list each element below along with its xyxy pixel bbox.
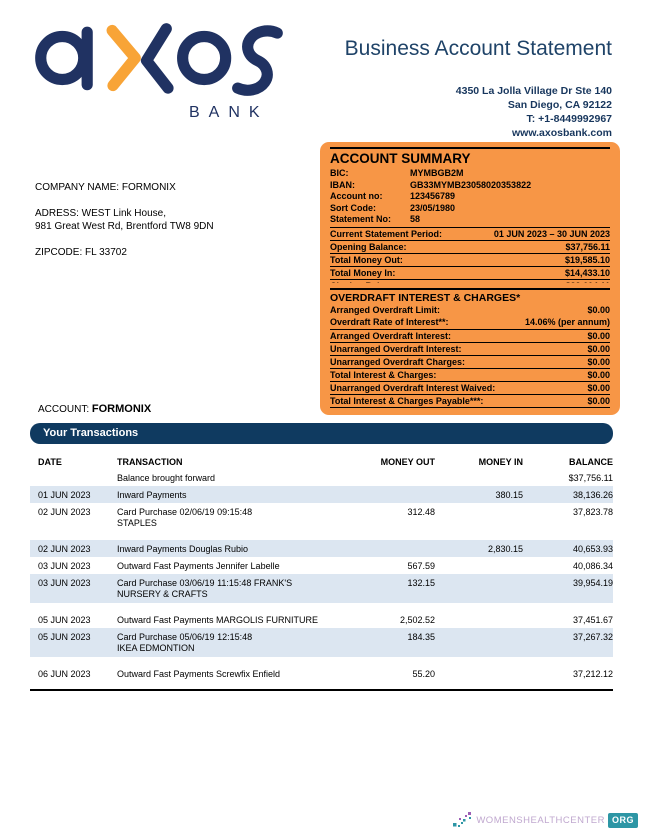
account-holder-line <box>38 403 151 415</box>
row-spacer <box>30 657 613 665</box>
overdraft-charge-row-label: Unarranged Overdraft Interest Waived: <box>330 383 496 393</box>
logo-letter-a-bowl <box>41 37 84 80</box>
logo-x-navy-chevron-icon <box>147 29 169 88</box>
summary-info-row <box>330 191 610 203</box>
table-row <box>30 486 613 503</box>
summary-balance-row-value: $14,433.10 <box>564 267 610 278</box>
description-line-1: Balance brought forward <box>117 472 216 483</box>
description-line-2: NURSERY & CRAFTS <box>117 588 208 599</box>
summary-balance-row <box>330 240 610 253</box>
cell-description <box>117 490 337 504</box>
company-name-line: COMPANY NAME: FORMONIX <box>35 182 176 193</box>
cell-description <box>117 669 337 683</box>
overdraft-info-row-label: Arranged Overdraft Limit: <box>330 305 441 315</box>
logo-letter-o <box>183 37 226 80</box>
summary-balance-row-label: Total Money In: <box>330 267 396 278</box>
cell-balance: $37,756.11 <box>568 472 613 483</box>
summary-info-row <box>330 168 610 180</box>
column-header-money-in: MONEY IN <box>478 457 523 467</box>
overdraft-title: OVERDRAFT INTEREST & CHARGES* <box>330 292 521 304</box>
description-line-1: Inward Payments <box>117 489 187 500</box>
description-line-1: Outward Fast Payments Jennifer Labelle <box>117 560 280 571</box>
description-line-2: IKEA EDMONTION <box>117 642 195 653</box>
cell-description <box>117 632 337 658</box>
company-address-line-2: 981 Great West Rd, Brentford TW8 9DN <box>35 221 214 232</box>
column-header-date: DATE <box>38 457 62 467</box>
table-row <box>30 503 613 532</box>
description-line-2: STAPLES <box>117 517 157 528</box>
cell-balance: 37,212.12 <box>572 668 613 679</box>
cell-money-out <box>337 544 435 558</box>
cell-balance: 37,451.67 <box>572 614 613 625</box>
logo-x-orange-chevron-icon <box>112 30 135 85</box>
overdraft-info-row <box>330 317 610 329</box>
description-line-1: Inward Payments Douglas Rubio <box>117 543 249 554</box>
account-label: ACCOUNT: <box>38 404 90 415</box>
summary-balance-row-label: Current Statement Period: <box>330 228 443 239</box>
cell-balance: 37,823.78 <box>572 506 613 517</box>
bank-address-line: www.axosbank.com <box>512 127 612 139</box>
watermark-org-badge: ORG <box>608 813 638 828</box>
cell-description <box>117 578 337 604</box>
overdraft-charge-row-label: Unarranged Overdraft Interest: <box>330 344 462 354</box>
account-summary-box <box>320 142 620 300</box>
transactions-section-header: Your Transactions <box>30 423 613 444</box>
overdraft-charge-row-value: $0.00 <box>587 344 610 354</box>
overdraft-charge-row <box>330 381 610 394</box>
summary-info-row-label: BIC: <box>330 168 349 178</box>
watermark-dots-icon <box>453 811 473 829</box>
overdraft-charges-box <box>320 283 620 415</box>
summary-info-row-label: Sort Code: <box>330 202 376 213</box>
cell-money-in <box>435 561 523 575</box>
cell-money-in: 380.15 <box>495 489 523 500</box>
cell-money-in <box>435 507 523 533</box>
cell-date: 01 JUN 2023 <box>38 489 91 500</box>
overdraft-charge-row-label: Total Interest & Charges: <box>330 370 437 380</box>
table-row <box>30 665 613 682</box>
cell-date: 02 JUN 2023 <box>38 543 91 554</box>
summary-info-row-value: GB33MYMB23058020353822 <box>410 179 532 190</box>
summary-balance-row <box>330 253 610 266</box>
cell-description <box>117 561 337 575</box>
summary-balance-row-label: Opening Balance: <box>330 241 407 252</box>
summary-info-row <box>330 203 610 215</box>
column-header-money-out: MONEY OUT <box>380 457 435 467</box>
cell-balance: 39,954.19 <box>572 577 613 588</box>
spacer <box>35 233 214 246</box>
axos-bank-logo <box>33 18 291 122</box>
company-address-line-1: ADRESS: WEST Link House, <box>35 208 166 219</box>
cell-money-out: 2,502.52 <box>399 614 435 625</box>
cell-balance: 37,267.32 <box>572 631 613 642</box>
overdraft-charge-rows <box>330 329 610 408</box>
cell-balance: 40,653.93 <box>572 543 613 554</box>
description-line-1: Card Purchase 03/06/19 11:15:48 FRANK'S <box>117 577 293 588</box>
overdraft-charge-row-value: $0.00 <box>587 396 610 406</box>
cell-money-out: 567.59 <box>407 560 435 571</box>
row-spacer <box>30 603 613 611</box>
company-info-block <box>35 181 214 259</box>
account-holder-name: FORMONIX <box>91 403 152 415</box>
cell-date <box>38 473 117 487</box>
summary-balance-row <box>330 266 610 279</box>
overdraft-charge-row-value: $0.00 <box>587 370 610 380</box>
table-row <box>30 574 613 603</box>
spacer <box>35 194 214 207</box>
summary-balance-row <box>330 227 610 240</box>
account-summary-title: ACCOUNT SUMMARY <box>330 151 471 166</box>
cell-money-in <box>435 669 523 683</box>
logo-letter-s <box>238 31 278 90</box>
transactions-section <box>30 423 613 691</box>
table-row <box>30 557 613 574</box>
watermark <box>453 811 638 829</box>
overdraft-charge-row-value: $0.00 <box>587 357 610 367</box>
summary-info-row-value: 23/05/1980 <box>410 202 456 213</box>
table-row <box>30 469 613 486</box>
cell-money-in <box>435 632 523 658</box>
page-title: Business Account Statement <box>344 37 612 60</box>
overdraft-charge-row <box>330 394 610 407</box>
watermark-text: WOMENSHEALTHCENTER <box>476 814 605 826</box>
cell-description <box>117 473 337 487</box>
transactions-column-headers <box>30 455 613 469</box>
cell-money-out: 132.15 <box>407 577 435 588</box>
cell-date: 03 JUN 2023 <box>38 577 91 588</box>
overdraft-info-row-label: Overdraft Rate of Interest**: <box>330 316 449 327</box>
overdraft-info-row-value: $0.00 <box>587 305 610 315</box>
summary-info-row-value: 58 <box>410 214 421 224</box>
bank-address-line: 4350 La Jolla Village Dr Ste 140 <box>455 85 612 97</box>
cell-money-in: 2,830.15 <box>487 543 523 554</box>
cell-money-in <box>435 578 523 604</box>
summary-balance-row-value: 01 JUN 2023 – 30 JUN 2023 <box>493 228 610 239</box>
overdraft-info-rows <box>330 305 610 328</box>
overdraft-charge-row <box>330 355 610 368</box>
table-bottom-rule <box>30 689 613 691</box>
row-spacer <box>30 532 613 540</box>
cell-money-out <box>337 473 435 487</box>
bank-address-line: T: +1-8449992967 <box>526 113 612 125</box>
table-row <box>30 628 613 657</box>
column-header-transaction: TRANSACTION <box>117 457 183 467</box>
table-row <box>30 611 613 628</box>
summary-info-row-label: IBAN: <box>330 179 355 190</box>
divider <box>330 147 610 149</box>
cell-money-out: 312.48 <box>407 506 435 517</box>
overdraft-charge-row-value: $0.00 <box>587 331 610 341</box>
cell-money-out: 55.20 <box>412 668 435 679</box>
cell-date: 03 JUN 2023 <box>38 560 91 571</box>
company-zipcode-line: ZIPCODE: FL 33702 <box>35 247 127 258</box>
cell-balance: 40,086.34 <box>572 560 613 571</box>
axos-wordmark-icon <box>33 18 291 98</box>
column-header-balance: BALANCE <box>569 457 613 467</box>
overdraft-charge-row-label: Total Interest & Charges Payable***: <box>330 396 484 406</box>
overdraft-charge-row <box>330 368 610 381</box>
cell-description <box>117 507 337 533</box>
summary-balance-row-value: $19,585.10 <box>564 254 610 265</box>
cell-date: 06 JUN 2023 <box>38 668 91 679</box>
bank-address-block <box>456 84 612 140</box>
cell-date: 05 JUN 2023 <box>38 631 91 642</box>
account-summary-info-rows <box>330 168 610 226</box>
summary-info-row <box>330 214 610 226</box>
transactions-rows <box>30 469 613 682</box>
table-row <box>30 540 613 557</box>
description-line-1: Card Purchase 05/06/19 12:15:48 <box>117 631 253 642</box>
cell-balance: 38,136.26 <box>572 489 613 500</box>
cell-money-out: 184.35 <box>407 631 435 642</box>
cell-money-out <box>337 490 435 504</box>
bank-address-line: San Diego, CA 92122 <box>507 99 612 111</box>
description-line-1: Outward Fast Payments Screwfix Enfield <box>117 668 281 679</box>
logo-bank-text: BANK <box>189 104 269 121</box>
overdraft-info-row <box>330 305 610 317</box>
summary-balance-row-label: Total Money Out: <box>330 254 403 265</box>
overdraft-charge-row-value: $0.00 <box>587 383 610 393</box>
cell-description <box>117 544 337 558</box>
cell-date: 02 JUN 2023 <box>38 506 91 517</box>
description-line-1: Card Purchase 02/06/19 09:15:48 <box>117 506 253 517</box>
summary-info-row-value: 123456789 <box>410 191 456 201</box>
description-line-1: Outward Fast Payments MARGOLIS FURNITURE <box>117 614 319 625</box>
cell-money-in <box>435 473 523 487</box>
summary-info-row-value: MYMBGB2M <box>410 168 464 178</box>
overdraft-info-row-value: 14.06% (per annum) <box>524 316 610 327</box>
summary-info-row <box>330 180 610 192</box>
overdraft-charge-row <box>330 329 610 342</box>
overdraft-charge-row <box>330 342 610 355</box>
summary-info-row-label: Account no: <box>330 191 383 201</box>
overdraft-charge-row-label: Arranged Overdraft Interest: <box>330 331 452 341</box>
summary-info-row-label: Statement No: <box>330 214 392 224</box>
summary-balance-row-value: $37,756.11 <box>565 241 610 252</box>
cell-description <box>117 615 337 629</box>
cell-money-in <box>435 615 523 629</box>
overdraft-charge-row-label: Unarranged Overdraft Charges: <box>330 357 466 367</box>
cell-date: 05 JUN 2023 <box>38 614 91 625</box>
divider <box>330 288 610 290</box>
